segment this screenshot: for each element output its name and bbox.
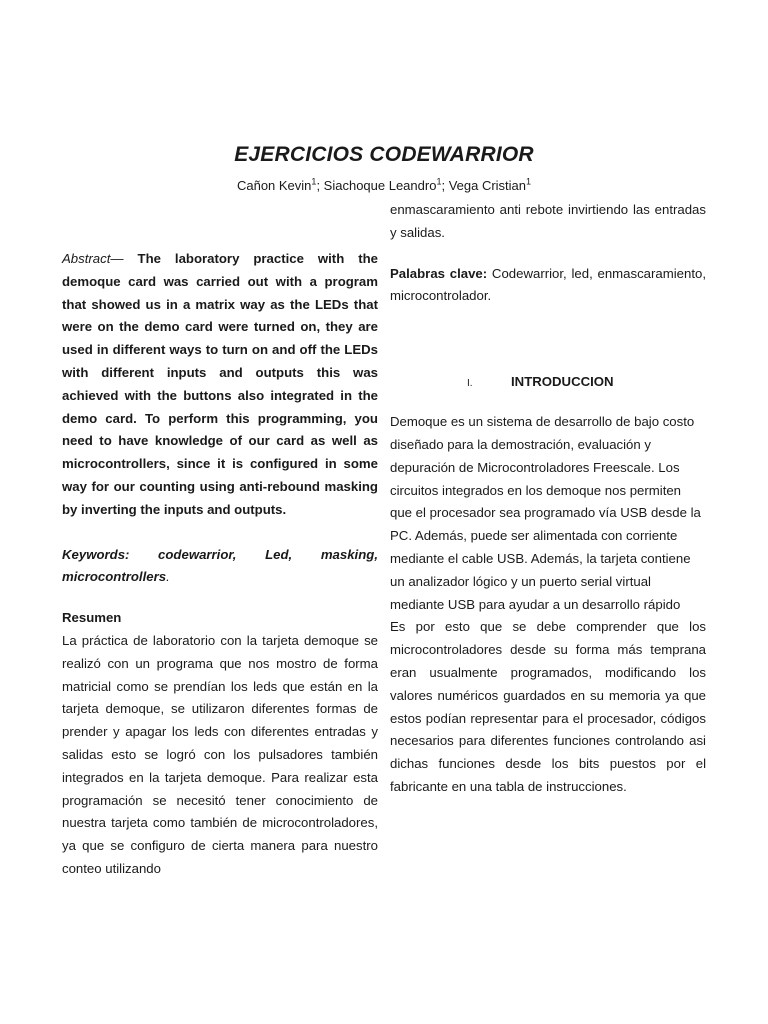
palabras-clave-paragraph bbox=[390, 263, 706, 309]
abstract-paragraph bbox=[62, 248, 378, 522]
keywords-text: codewarrior, Led, masking, microcontrollers bbox=[62, 546, 378, 585]
keywords-paragraph bbox=[62, 544, 378, 590]
palabras-clave-label: Palabras clave: bbox=[390, 265, 488, 281]
author-name: Vega Cristian bbox=[448, 178, 527, 193]
author-affiliation: 1 bbox=[526, 176, 532, 187]
abstract-text: The laboratory practice with the demoque card was carried out with a program that showed us in a matrix way as the LEDs that were on the demo card were turned on, they are used in different ways to turn on and off the LEDs with different inputs and outputs this was achieved with the buttons also integrated in the demo card. To perform this programming, you need to have knowledge of our card as well as microcontrollers, since it is configured in some way for our counting using anti-rebound masking by inverting the inputs and outputs. bbox=[62, 251, 378, 517]
left-column bbox=[62, 248, 378, 881]
keywords-end: . bbox=[166, 569, 170, 585]
intro-paragraph-1: Demoque es un sistema de desarrollo de bajo costo diseñado para la demostración, evaluación y depuración de Microcontroladores Freescale. Los circuitos integrados en los demoque nos permiten que el procesador sea programado vía USB desde la PC. Además, puede ser alimentada con corriente mediante el cable USB. Además, la tarjeta contiene un analizador lógico y un puerto serial virtual mediante USB para ayudar a un desarrollo rápido bbox=[390, 414, 701, 612]
resumen-continuation: enmascaramiento anti rebote invirtiendo las entradas y salidas. bbox=[390, 202, 706, 240]
section-heading bbox=[390, 371, 706, 393]
author-affiliation: 1 bbox=[311, 176, 317, 187]
keywords-label: Keywords: bbox=[62, 546, 159, 562]
author-name: Cañon Kevin bbox=[236, 178, 312, 193]
author-separator: ; bbox=[441, 178, 449, 193]
author-affiliation: 1 bbox=[436, 176, 442, 187]
paper-title: EJERCICIOS CODEWARRIOR bbox=[234, 143, 534, 166]
section-title: INTRODUCCION bbox=[511, 374, 614, 390]
palabras-clave-text: Codewarrior, led, enmascaramiento, microcontrolador. bbox=[390, 265, 706, 304]
right-column bbox=[390, 199, 706, 799]
author-name: Siachoque Leandro bbox=[323, 178, 437, 193]
abstract-label: Abstract bbox=[62, 251, 111, 266]
intro-paragraph-2: Es por esto que se debe comprender que los microcontroladores desde su forma más temprana eran usualmente programados, modificando los valores numéricos guardados en su memoria ya que estos podían representar para el procesador, códigos necesarios para diferentes funciones controlando asi dichas funciones desde los bits puestos por el fabricante en una tabla de instrucciones. bbox=[390, 619, 706, 794]
abstract-dash: — bbox=[110, 251, 138, 266]
resumen-heading: Resumen bbox=[62, 610, 122, 626]
resumen-text: La práctica de laboratorio con la tarjeta demoque se realizó con un programa que nos mostro de forma matricial como se prendían los leds que están en la tarjeta demoque, se utilizaron diferentes formas de prender y apagar los leds con diferentes entradas y salidas esto se logró con los pulsadores también integrados en la tarjeta demoque. Para realizar esta programación se necesitó tener conocimiento de nuestra tarjeta como también de microcontroladores, ya que se configuro de cierta manera para nuestro conteo utilizando bbox=[62, 632, 378, 876]
author-list bbox=[0, 178, 768, 193]
section-number: I. bbox=[467, 378, 473, 390]
author-separator: ; bbox=[316, 178, 324, 193]
